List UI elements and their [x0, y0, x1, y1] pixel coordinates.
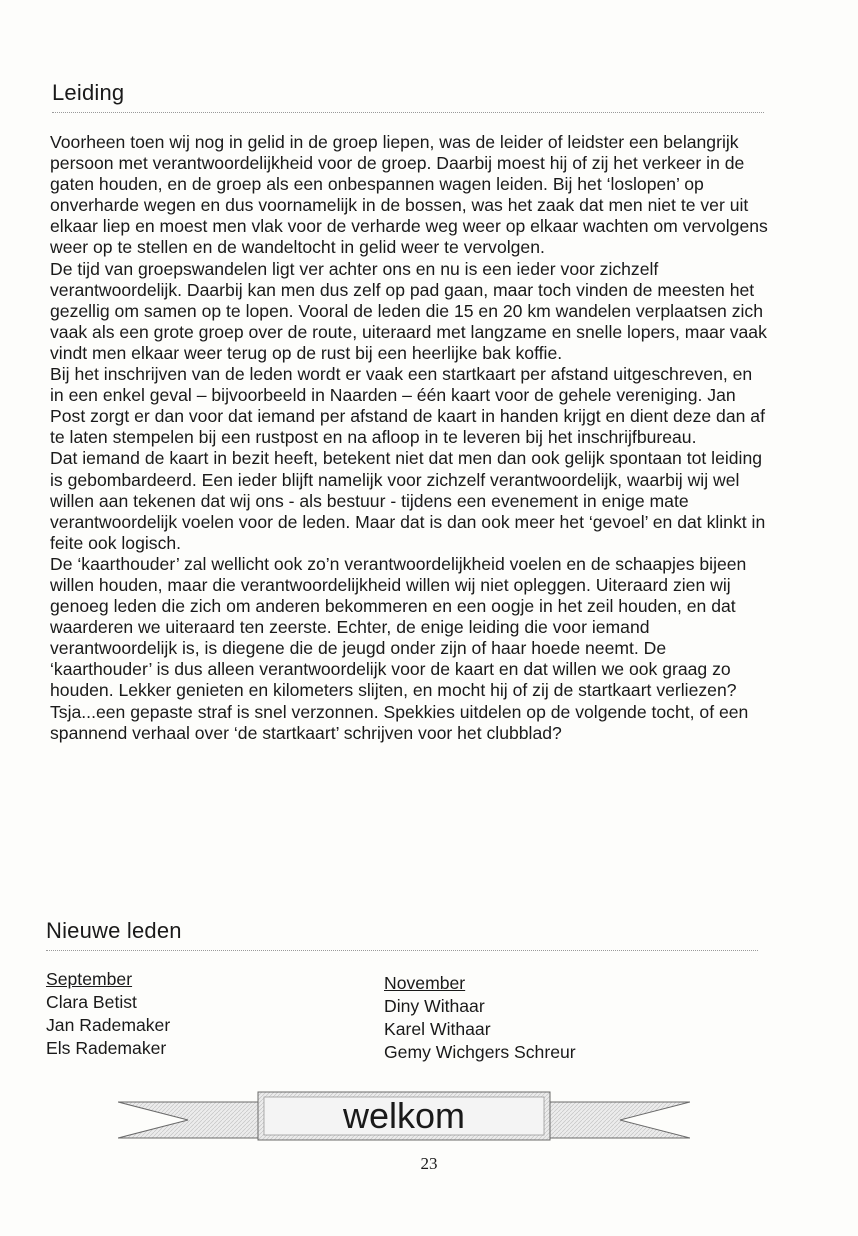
members-column-september: [46, 968, 170, 1060]
section-divider: [46, 950, 758, 951]
paragraph: Bij het inschrijven van de leden wordt er vaak een startkaart per afstand uitgeschreven, en in een enkel geval – bijvoorbeeld in Naarden – één kaart voor de gehele vereniging. Jan Post zorgt er dan voor dat iemand per afstand de kaart in handen krijgt en dient deze dan af te laten stempelen bij een rustpost en na afloop in te leveren bij het inschrijfbureau.: [50, 364, 765, 448]
member-name: Jan Rademaker: [46, 1015, 171, 1035]
members-column-november: [384, 972, 576, 1064]
welkom-banner: [118, 1088, 690, 1152]
paragraph: Voorheen toen wij nog in gelid in de groep liepen, was de leider of leidster een belangrijk persoon met verantwoordelijkheid voor de groep. Daarbij moest hij of zij het verkeer in de gaten houden, en de groep als een onbespannen wagen leiden. Bij het ‘loslopen’ op onverharde wegen en dus voornamelijk in de bossen, was het zaak dat men niet te ver uit elkaar liep en moest men vlak voor de verharde weg weer op elkaar wachten om vervolgens weer op te stellen en de wandeltocht in gelid weer te vervolgen.: [50, 132, 768, 258]
paragraph: Dat iemand de kaart in bezit heeft, betekent niet dat men dan ook gelijk spontaan tot leiding is gebombardeerd. Een ieder blijft namelijk voor zichzelf verantwoordelijk, waarbij wij wel willen aan tekenen dat wij ons - als bestuur - tijdens een evenement in enige mate verantwoordelijk voelen voor de leden. Maar dat is dan ook meer het ‘gevoel’ en dat klinkt in feite ook logisch.: [50, 448, 766, 553]
article-body: [50, 132, 770, 744]
page-number: 23: [420, 1154, 438, 1173]
banner-label: welkom: [342, 1095, 466, 1136]
member-name: Els Rademaker: [46, 1038, 167, 1058]
section-title-leiding: Leiding: [52, 80, 125, 105]
section-title-nieuwe-leden: Nieuwe leden: [46, 918, 182, 943]
paragraph: De tijd van groepswandelen ligt ver achter ons en nu is een ieder voor zichzelf verantwoordelijk. Daarbij kan men dus zelf op pad gaan, maar toch vinden de meesten het gezellig om samen op te lopen. Vooral de leden die 15 en 20 km wandelen verplaatsen zich vaak als een grote groep over de route, uiteraard met langzame en snelle lopers, maar vaak vindt men elkaar weer terug op de rust bij een heerlijke bak koffie.: [50, 258, 767, 363]
paragraph: De ‘kaarthouder’ zal wellicht ook zo’n verantwoordelijkheid voelen en de schaapjes bijeen willen houden, maar die verantwoordelijkheid willen wij niet opleggen. Uiteraard zien wij genoeg leden die zich om anderen bekommeren en een oogje in het zeil houden, en dat waarderen we uiteraard ten zeerste. Echter, de enige leiding die voor iemand verantwoordelijk is, is diegene die de jeugd onder zijn of haar hoede neemt. De ‘kaarthouder’ is dus alleen verantwoordelijk voor de kaart en dat willen we ook graag zo houden. Lekker genieten en kilometers slijten, en mocht hij of zij de startkaart verliezen? Tsja...een gepaste straf is snel verzonnen. Spekkies uitdelen op de volgende tocht, of een spannend verhaal over ‘de startkaart’ schrijven voor het clubblad?: [50, 553, 749, 743]
member-name: Karel Withaar: [384, 1019, 491, 1039]
member-name: Diny Withaar: [384, 996, 485, 1016]
section-divider: [52, 112, 764, 113]
member-name: Clara Betist: [46, 992, 137, 1012]
member-name: Gemy Wichgers Schreur: [384, 1042, 576, 1062]
month-heading: September: [46, 969, 133, 989]
month-heading: November: [384, 973, 466, 993]
